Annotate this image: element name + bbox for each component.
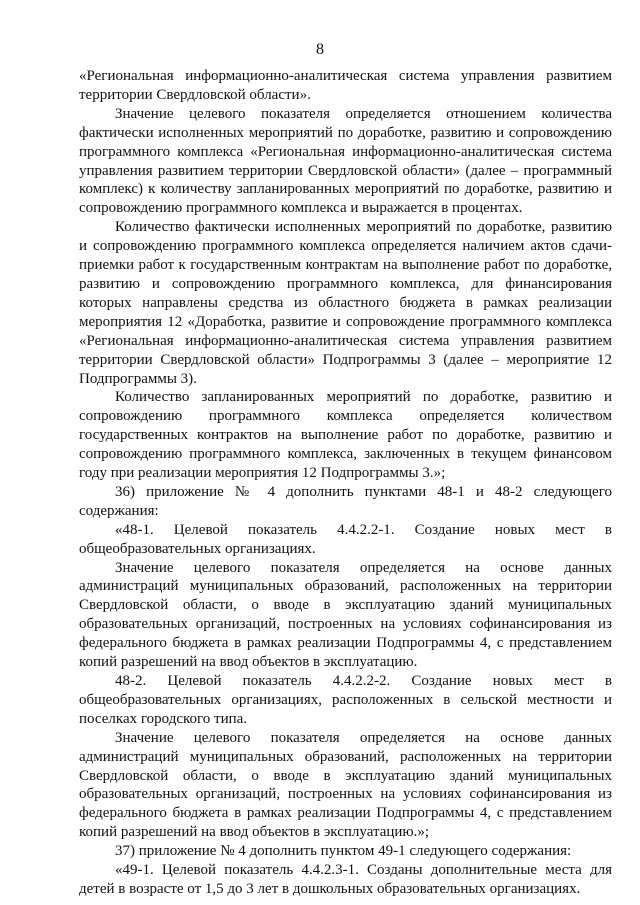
paragraph-48-1-title: «48-1. Целевой показатель 4.4.2.2-1. Создание новых мест в общеобразовательных организациях. [79,521,612,557]
document-body [79,67,612,899]
paragraph-48-1-definition: Значение целевого показателя определяется на основе данных администраций муниципальных образований, расположенных на территории Свердловской области, о вводе в эксплуатацию зданий муниципальных образовательных организаций, построенных на условиях софинансирования из федерального бюджета в рамках реализации Подпрограммы 4, с представлением копий разрешений на ввод объектов в эксплуатацию. [79,559,612,671]
paragraph-48-2-title: 48-2. Целевой показатель 4.4.2.2-2. Создание новых мест в общеобразовательных организациях, расположенных в сельской местности и поселках городского типа. [79,673,612,727]
paragraph-item-36: 36) приложение № 4 дополнить пунктами 48-1 и 48-2 следующего содержания: [79,483,612,519]
paragraph-planned-activities: Количество запланированных мероприятий по доработке, развитию и сопровождению программного комплекса определяется количеством государственных контрактов на выполнение работ по доработке, развитию и сопровождению программного комплекса, заключенных в текущем финансовом году при реализации мероприятия 12 Подпрограммы 3.»; [79,389,612,482]
paragraph-item-37: 37) приложение № 4 дополнить пунктом 49-1 следующего содержания: [115,843,572,860]
page-number: 8 [316,41,324,58]
paragraph-48-2-definition: Значение целевого показателя определяется на основе данных администраций муниципальных образований, расположенных на территории Свердловской области, о вводе в эксплуатацию зданий муниципальных образовательных организаций, построенных на условиях софинансирования из федерального бюджета в рамках реализации Подпрограммы 4, с представлением копий разрешений на ввод объектов в эксплуатацию.»; [79,729,612,841]
paragraph-actual-activities: Количество фактически исполненных мероприятий по доработке, развитию и сопровождению программного комплекса определяется наличием актов сдачи-приемки работ к государственным контрактам на выполнение работ по доработке, развитию и сопровождению программного комплекса, для финансирования которых направлены средства из областного бюджета в рамках реализации мероприятия 12 «Доработка, развитие и сопровождение программного комплекса «Региональная информационно-аналитическая система управления развитием территории Свердловской области» Подпрограммы 3 (далее – мероприятие 12 Подпрограммы 3). [79,219,612,387]
paragraph-intro-continuation: «Региональная информационно-аналитическая система управления развитием территории Свердловской области». [79,68,612,103]
paragraph-49-1-title: «49-1. Целевой показатель 4.4.2.3-1. Созданы дополнительные места для детей в возрасте от 1,5 до 3 лет в дошкольных образовательных организациях. [79,862,612,897]
paragraph-indicator-definition: Значение целевого показателя определяется отношением количества фактически исполненных мероприятий по доработке, развитию и сопровождению программного комплекса «Региональная информационно-аналитическая система управления развитием территории Свердловской области» (далее – программный комплекс) к количеству запланированных мероприятий по доработке, развитию и сопровождению программного комплекса и выражается в процентах. [79,105,612,217]
